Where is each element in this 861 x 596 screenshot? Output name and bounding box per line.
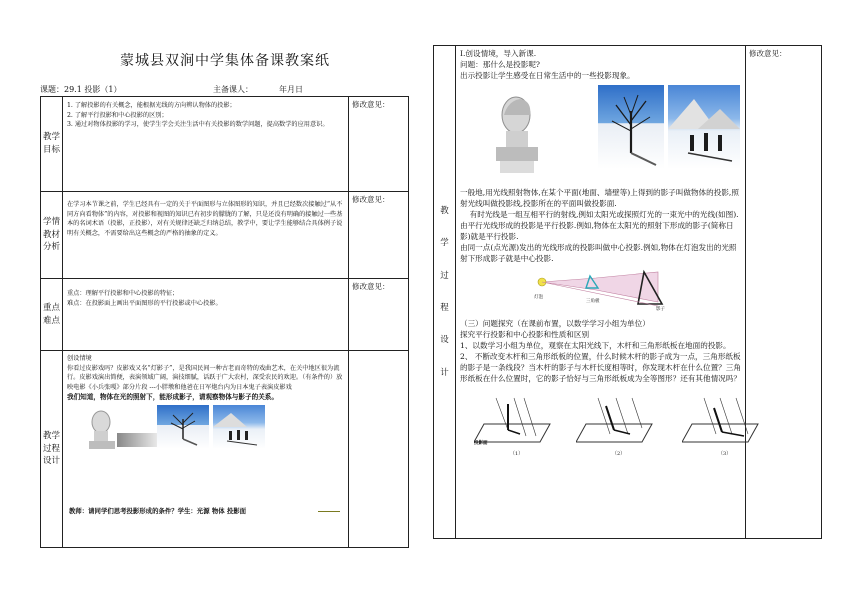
row-objectives xyxy=(41,97,409,192)
process-continued-text xyxy=(456,46,746,539)
intro-line: 出示投影让学生感受在日常生活中的一些投影现象。 xyxy=(460,71,635,80)
tree-image xyxy=(157,405,209,449)
page-title: 蒙城县双涧中学集体备课教案纸 xyxy=(120,53,330,69)
row-label: 教学目标 xyxy=(41,97,63,192)
figure-caption: （1） xyxy=(510,451,524,457)
process-image-strip xyxy=(67,403,344,461)
revise-cell: 修改意见： xyxy=(349,192,409,279)
row-label: 重点难点 xyxy=(41,279,63,351)
central-projection-diagram xyxy=(460,264,741,312)
board-label: 三角板 xyxy=(586,299,600,304)
process-heading: 创设情境 xyxy=(67,355,92,362)
parallel-projection-paragraph: 有时光线是一组互相平行的射线,例如太阳光或探照灯光的一束光中的光线(如图).由平行光线形成的投影是平行投影.例如,物体在太阳光的照射下形成的影子(简称日影)就是平行投影. xyxy=(460,210,739,241)
row-label: 教学过程设计 xyxy=(41,351,63,548)
analysis-text: 在学习本节课之前，学生已经具有一定的关于平面图形与立体图形的知识，并且已经数次接触过“从不同方向看物体”的内容，对投影和视图的知识已有初步的朦胧的了解，只是还没有明确的接触过一些基本的名词术语（投影，正投影），对有关规律还缺乏归纳总结，教学中，要让学生能够结合具体例子说明有关概念，不需要给出这些概念的严格的抽象的定义。 xyxy=(63,192,349,279)
process-footer: 教师：请同学们思考投影形成的条件？学生：光源 物体 投影面 xyxy=(69,507,246,516)
intro-image-strip xyxy=(460,81,741,181)
row-label-text: 教学过程设计 xyxy=(440,206,449,378)
process-paragraph: 你看过皮影戏吗？皮影戏又名“灯影子”，是我国民间一种古老而奇特的戏曲艺术，在关中地区很为流行。皮影戏演出简便，表演领域广阔，演技细腻，话跃于广大农村，深受农民的欢迎。（有条件的）放映电影《小兵张嘎》部分片段 ---小胖墩和他爸在日军炮台内为日本鬼子表演皮影戏 xyxy=(67,364,343,391)
central-projection-paragraph: 由同一点(点光源)发出的光线形成的投影叫做中心投影.例如,物体在灯泡发出的光照射下形成影子就是中心投影. xyxy=(460,243,737,263)
light-label: 灯泡 xyxy=(534,295,543,300)
topic-label: 课题：29.1 投影（1） xyxy=(40,85,122,94)
intro-line: Ⅰ.创设情境，导入新课. xyxy=(460,49,537,58)
section-line: 1、以数学习小组为单位，观察在太阳光线下，木杆和三角形纸板在地面的投影。 xyxy=(460,341,731,350)
keypoint-line: 难点：在投影面上画出平面图形的平行投影或中心投影。 xyxy=(67,299,222,307)
row-process-continued xyxy=(434,46,822,539)
author-label: 主备课人： xyxy=(213,85,253,94)
definition-paragraph: 一般地,用光线照射物体,在某个平面(地面、墙壁等)上得到的影子叫做物体的投影,照射光线叫做投影线,投影所在的平面叫做投影面. xyxy=(460,188,739,208)
intro-line: 问题：那什么是投影呢? xyxy=(460,60,541,69)
objective-line: 2. 了解平行投影和中心投影的区别； xyxy=(67,111,168,119)
bust-image xyxy=(85,409,119,453)
arrow-icon xyxy=(318,511,340,512)
objective-line: 1. 了解投影的有关概念，能根据光线的方向辨认物体的投影； xyxy=(67,102,236,109)
section-heading: （三）问题探究（在课前布置，以数学学习小组为单位） xyxy=(460,319,650,328)
process-text xyxy=(63,351,349,548)
skiers-image xyxy=(668,85,740,169)
keypoint-line: 重点：理解平行投影和中心投影的特征； xyxy=(67,290,179,297)
row-analysis xyxy=(41,192,409,279)
revise-cell: 修改意见： xyxy=(349,97,409,192)
row-process xyxy=(41,351,409,548)
revise-cell xyxy=(349,351,409,548)
row-keypoints xyxy=(41,279,409,351)
section-line: 2、 不断改变木杆和三角形纸板的位置，什么时候木杆的影子成为一点，三角形纸板的影子是一条线段？当木杆的影子与木杆长度相等时，你发现木杆在什么位置？三角形纸板在什么位置时，它的影子恰好与三角形纸板成为全等图形？还有其他情况吗？ xyxy=(460,352,741,383)
row-label: 学情教材分析 xyxy=(41,192,63,279)
keypoints-text xyxy=(63,279,349,351)
light-triangle-diagram xyxy=(534,266,674,312)
objectives-text xyxy=(63,97,349,192)
tree-image xyxy=(598,85,664,169)
right-lesson-table xyxy=(433,45,822,539)
parallel-projection-figures xyxy=(460,394,741,460)
plane-label: 投影面 xyxy=(474,441,488,446)
shadow-label: 影子 xyxy=(656,307,665,312)
section-line: 探究平行投影和中心投影和性质和区别 xyxy=(460,330,590,339)
bust-image xyxy=(488,93,548,177)
left-lesson-table xyxy=(40,96,409,548)
row-label xyxy=(434,46,456,539)
figure-3 xyxy=(682,394,766,454)
figure-caption: （2） xyxy=(612,451,626,457)
shadow-image xyxy=(117,433,157,447)
date-label: 年月日 xyxy=(279,85,303,94)
revise-cell: 修改意见： xyxy=(349,279,409,351)
figure-2 xyxy=(576,394,660,454)
figure-caption: （3） xyxy=(718,451,732,457)
process-bold-line: 我们知道，物体在光的照射下，能形成影子，请观察物体与影子的关系。 xyxy=(67,393,278,402)
revise-cell: 修改意见： xyxy=(746,46,822,539)
objective-line: 3. 通过对物体投影的学习，使学生学会关注生活中有关投影的数学问题，提高数学的应用意识。 xyxy=(67,121,329,129)
skiers-image xyxy=(213,405,265,449)
